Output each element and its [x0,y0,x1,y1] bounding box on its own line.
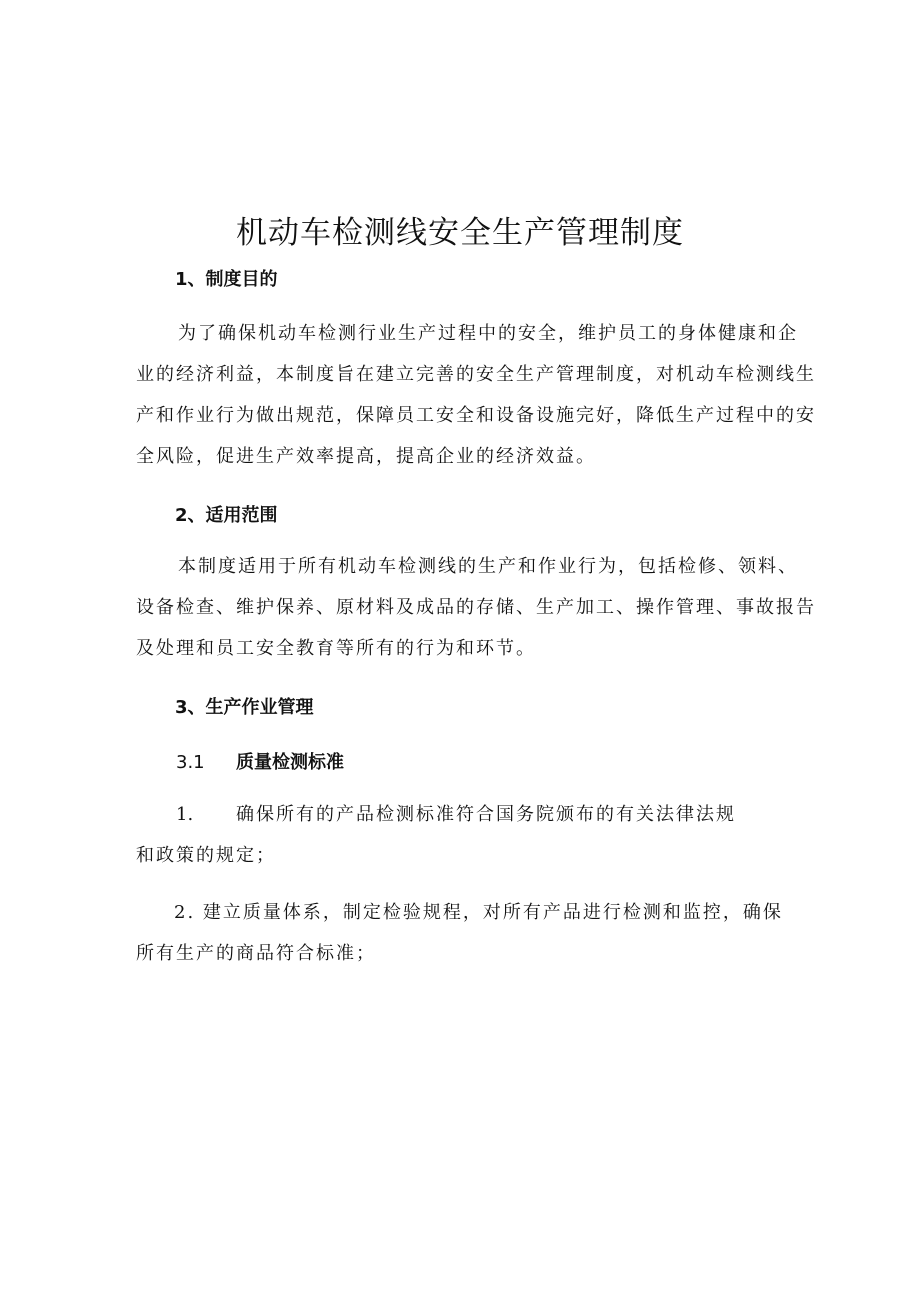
document-title: 机动车检测线安全生产管理制度 [236,215,684,251]
section-1-heading: 1、制度目的 [175,269,278,290]
subsection-title: 质量检测标准 [236,752,344,773]
list-item-2-line-2: 所有生产的商品符合标准； [136,943,376,964]
list-item-number: 1. [176,804,194,825]
section-3-heading: 3、生产作业管理 [175,697,314,718]
list-item-text: 确保所有的产品检测标准符合国务院颁布的有关法律法规 [236,804,736,825]
list-item-1-line-1 [176,802,736,828]
list-item-2-line-1: 2. 建立质量体系，制定检验规程，对所有产品进行检测和监控，确保 [174,902,783,923]
section-2-paragraph: 本制度适用于所有机动车检测线的生产和作业行为，包括检修、领料、设备检查、维护保养、原材料及成品的存储、生产加工、操作管理、事故报告及处理和员工安全教育等所有的行为和环节。 [136,556,816,659]
subsection-3-1-heading [176,750,344,776]
list-item-1-line-2: 和政策的规定； [136,845,276,866]
section-1-paragraph: 为了确保机动车检测行业生产过程中的安全，维护员工的身体健康和企业的经济利益，本制度旨在建立完善的安全生产管理制度，对机动车检测线生产和作业行为做出规范，保障员工安全和设备设施完好，降低生产过程中的安全风险，促进生产效率提高，提高企业的经济效益。 [136,323,816,467]
subsection-number: 3.1 [176,752,205,773]
section-2-heading: 2、适用范围 [175,505,278,526]
